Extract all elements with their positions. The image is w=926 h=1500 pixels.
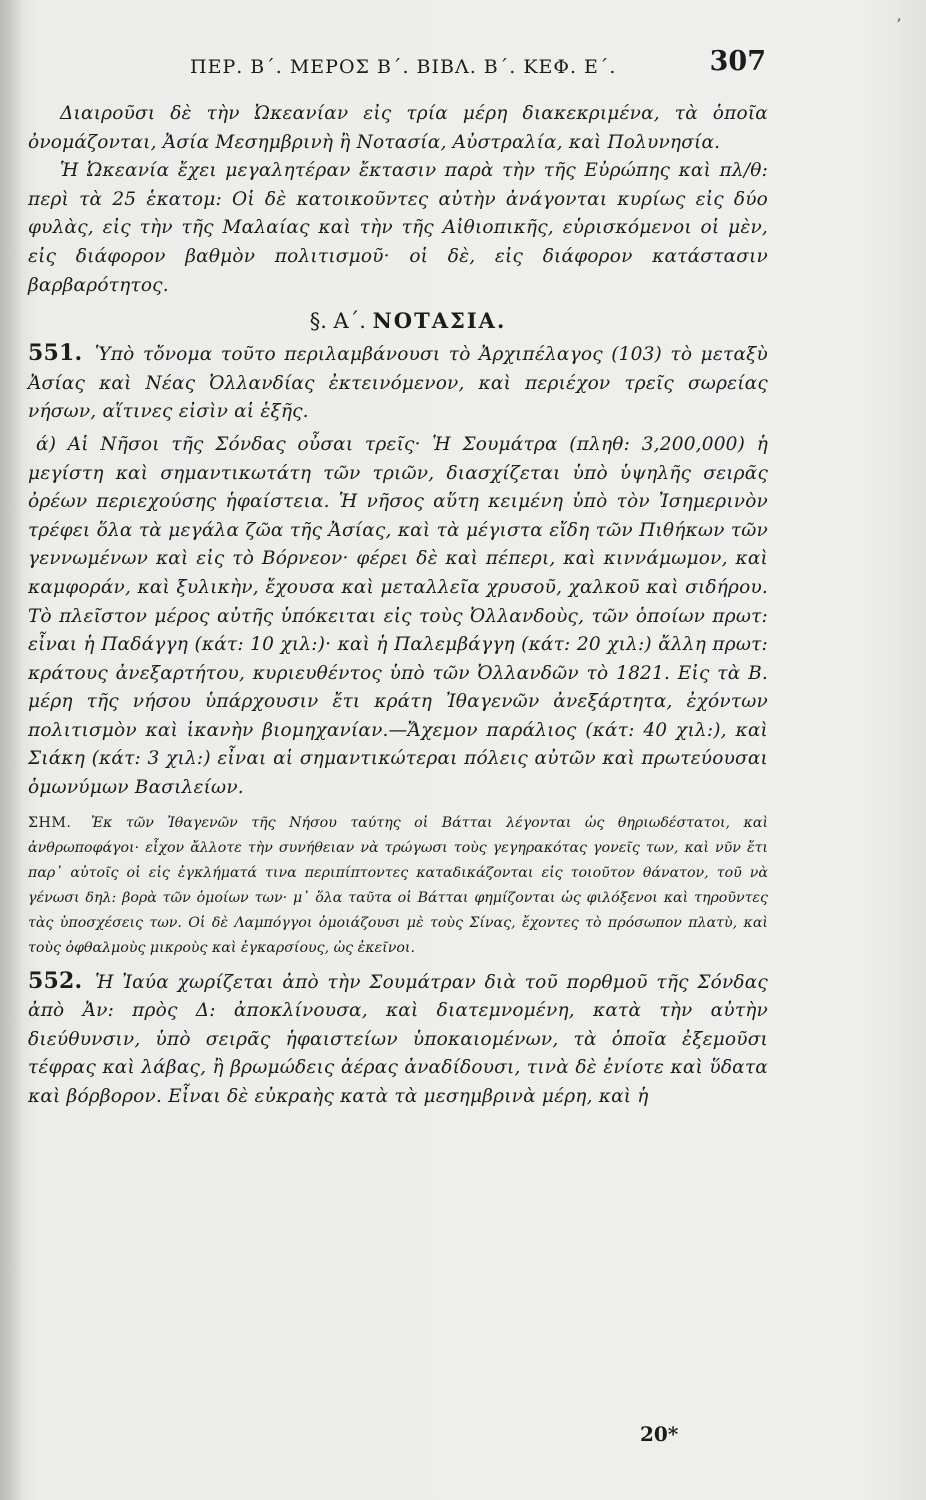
article-number: 551. <box>28 340 83 367</box>
page-body <box>28 100 768 1112</box>
paragraph-oceania-division: Διαιροῦσι δὲ τὴν Ὠκεανίαν εἰς τρία μέρη διακεκριμένα, τὰ ὁποῖα ὀνομάζονται, Ἀσία Μεσημβρινὴ ἢ Νοτασία, Αὐστραλία, καὶ Πολυνησία. <box>28 103 768 153</box>
article-text: Ἡ Ἰαύα χωρίζεται ἀπὸ τὴν Σουμάτραν διὰ τοῦ πορθμοῦ τῆς Σόνδας ἀπὸ Ἀν: πρὸς Δ: ἀποκλίνουσα, καὶ διατεμνομένη, κατὰ τὴν αὐτὴν διεύθυνσιν, ὑπὸ σειρᾶς ἡφαιστείων ὑποκαιομένων, τὰ ὁποῖα ἐξεμοῦσι τέφρας καὶ λάβας, ἢ βρωμώδεις ἀέρας ἀναδίδουσι, τινὰ δὲ ἐνίοτε καὶ ὕδατα καὶ βόρβορον. Εἶναι δὲ εὐκραὴς κατὰ τὰ μεσημβρινὰ μέρη, καὶ ἡ <box>28 971 768 1108</box>
signature-mark: 20* <box>640 1422 679 1446</box>
section-name: ΝΟΤΑΣΙΑ. <box>372 308 507 334</box>
note-text: Ἐκ τῶν Ἰθαγενῶν τῆς Νήσου ταύτης οἱ Βάτται λέγονται ὡς θηριωδέστατοι, καὶ ἀνθρωποφάγοι· εἶχον ἄλλοτε τὴν συνήθειαν νὰ τρώγωσι τοὺς γεγηρακότας γονεῖς των, καὶ νῦν ἔτι παρ᾽ αὐτοῖς οἱ εἰς ἐγκλήματά τινα περιπίπτοντες καταδικάζονται εἰς τοιοῦτον θάνατον, τοῦ νὰ γένωσι δηλ: βορὰ τῶν ὁμοίων των· μ᾽ ὅλα ταῦτα οἱ Βάτται φημίζονται ὡς φιλόξενοι καὶ τηροῦντες τὰς ὑποσχέσεις των. Οἱ δὲ Λαμπόγγοι ὁμοιάζουσι μὲ τοὺς Σίνας, ἔχοντες τὸ πρόσωπον πλατὺ, καὶ τοὺς ὀφθαλμοὺς μικροὺς καὶ ἐγκαρσίους, ὡς ἐκεῖνοι. <box>28 814 769 956</box>
page-number: 307 <box>709 46 766 77</box>
running-head <box>60 40 766 90</box>
article-text: Ὑπὸ τὄνομα τοῦτο περιλαμβάνουσι τὸ Ἀρχιπέλαγος (103) τὸ μεταξὺ Ἀσίας καὶ Νέας Ὀλλανδίας ἐκτεινόμενον, καὶ περιέχον τρεῖς σωρείας νήσων, αἵτινες εἰσὶν αἱ ἑξῆς. <box>28 344 768 423</box>
article-552 <box>28 967 768 1112</box>
section-heading <box>28 308 768 333</box>
section-prefix: §. Α΄. <box>309 309 366 334</box>
item-sunda-islands: ά) Αἱ Νῆσοι τῆς Σόνδας οὖσαι τρεῖς· Ἡ Σουμάτρα (πληθ: 3,200,000) ἡ μεγίστη καὶ σημαντικωτάτη τῶν τριῶν, διασχίζεται ὑπὸ ὑψηλῆς σειρᾶς ὀρέων περιεχούσης ἡφαίστεια. Ἡ νῆσος αὕτη κειμένη ὑπὸ τὸν Ἰσημερινὸν τρέφει ὅλα τὰ μεγάλα ζῶα τῆς Ἀσίας, καὶ τὰ μέγιστα εἴδη τῶν Πιθήκων τῶν γεννωμένων καὶ εἰς τὸ Βόρνεον· φέρει δὲ καὶ πέπερι, καὶ κιννάμωμον, καὶ καμφοράν, καὶ ξυλικὴν, ἔχουσα καὶ μεταλλεῖα χρυσοῦ, χαλκοῦ καὶ σιδήρου. Τὸ πλεῖστον μέρος αὐτῆς ὑπόκειται εἰς τοὺς Ὀλλανδοὺς, τῶν ὁποίων πρωτ: εἶναι ἡ Παδάγγη (κάτ: 10 χιλ:)· καὶ ἡ Παλεμβάγγη (κάτ: 20 χιλ:) ἄλλη πρωτ: κράτους ἀνεξαρτήτου, κυριευθέντος ὑπὸ τῶν Ὀλλανδῶν τὸ 1821. Εἰς τὰ Β. μέρη τῆς νήσου ὑπάρχουσιν ἔτι κράτη Ἰθαγενῶν ἀνεξάρτητα, ἐχόντων πολιτισμὸν καὶ ἱκανὴν βιομηχανίαν.—Ἄχεμον παράλιος (κάτ: 40 χιλ:), καὶ Σιάκη (κάτ: 3 χιλ:) εἶναι αἱ σημαντικώτεραι πόλεις αὐτῶν καὶ πρωτεύουσαι ὁμωνύμων Βασιλείων. <box>28 433 768 799</box>
corner-mark: , <box>897 8 902 24</box>
article-number: 552. <box>28 967 83 994</box>
footnote-note <box>28 811 768 961</box>
running-title: ΠΕΡ. Β΄. ΜΕΡΟΣ Β΄. ΒΙΒΛ. Β΄. ΚΕΦ. Ε΄. <box>190 56 617 78</box>
article-551 <box>28 339 768 427</box>
note-label: ΣΗΜ. <box>28 814 72 831</box>
paragraph-oceania-extent: Ἡ Ὠκεανία ἔχει μεγαλητέραν ἔκτασιν παρὰ τὴν τῆς Εὐρώπης καὶ πλ/θ: περὶ τὰ 25 ἑκατομ: Οἱ δὲ κατοικοῦντες αὐτὴν ἀνάγονται κυρίως εἰς δύο φυλὰς, εἰς τὴν τῆς Μαλαίας καὶ τὴν τῆς Αἰθιοπικῆς, εὑρισκόμενοι οἱ μὲν, εἰς διάφορον βαθμὸν πολιτισμοῦ· οἱ δὲ, εἰς διάφορον κατάστασιν βαρβαρότητος. <box>28 160 768 296</box>
binding-shadow <box>0 0 22 1500</box>
